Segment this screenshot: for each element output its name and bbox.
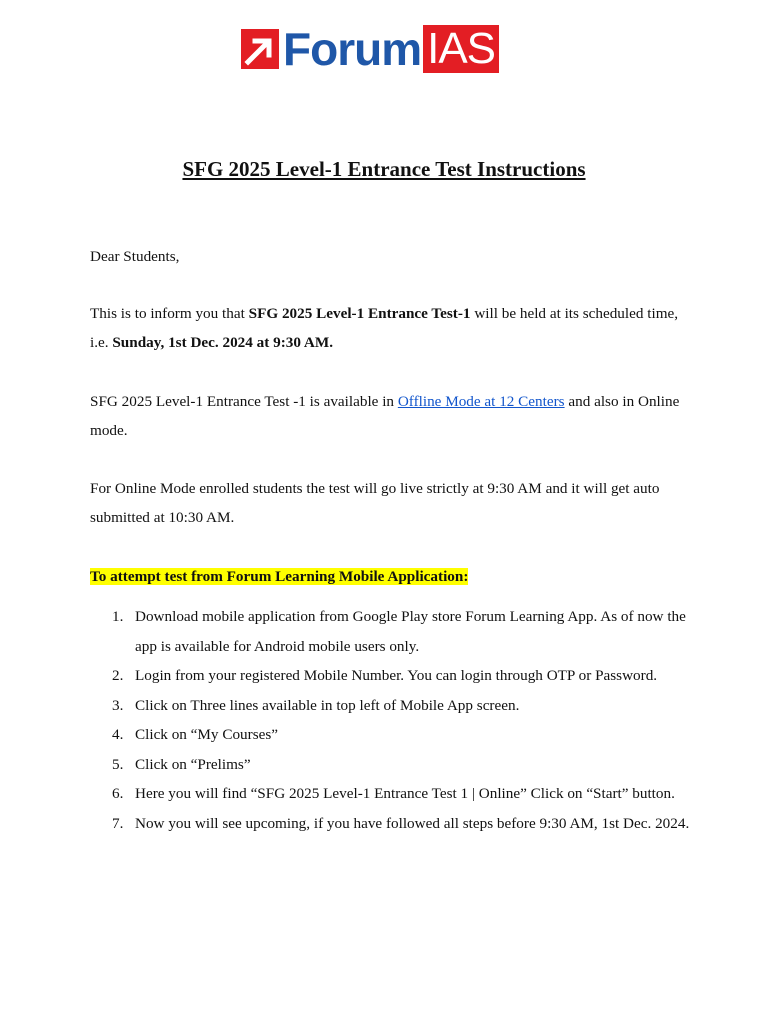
list-item: [90, 779, 690, 809]
paragraph-bold-test-name: SFG 2025 Level-1 Entrance Test-1: [248, 305, 471, 322]
offline-centers-link[interactable]: Offline Mode at 12 Centers: [397, 393, 565, 410]
list-item: [90, 691, 690, 721]
steps-list: [90, 602, 690, 838]
list-item: [90, 602, 690, 661]
list-item-number: 1.: [112, 608, 124, 625]
list-item-text: Click on “Prelims”: [135, 755, 251, 773]
forumias-logo: [241, 25, 499, 73]
section-heading: [90, 562, 690, 591]
list-item-number: 6.: [112, 785, 124, 802]
page-title: SFG 2025 Level-1 Entrance Test Instructions: [182, 157, 586, 181]
paragraph-text: SFG 2025 Level-1 Entrance Test -1 is available in: [90, 393, 398, 410]
highlighted-heading: To attempt test from Forum Learning Mobile Application:: [90, 568, 469, 585]
paragraph-online-timing: For Online Mode enrolled students the test will go live strictly at 9:30 AM and it will get auto submitted at 10:30 AM.: [90, 480, 660, 526]
paragraph-modes: [90, 387, 690, 445]
list-item-text: Click on “My Courses”: [135, 726, 278, 743]
list-item-number: 7.: [112, 814, 124, 832]
paragraph-schedule: [90, 299, 690, 357]
list-item-text: Login from your registered Mobile Number. You can login through OTP or Password.: [135, 667, 658, 684]
paragraph-text: This is to inform you that: [90, 305, 249, 322]
list-item-text: Click on Three lines available in top left of Mobile App screen.: [135, 696, 520, 714]
greeting: Dear Students,: [90, 248, 180, 265]
list-item-number: 5.: [112, 755, 124, 773]
paragraph-text: and also in Online mode.: [90, 393, 680, 439]
logo-box-text: IAS: [423, 25, 499, 73]
list-item-number: 4.: [112, 726, 124, 743]
logo-word: Forum: [283, 23, 422, 75]
arrow-up-right-icon: [241, 29, 279, 69]
list-item-number: 2.: [112, 667, 124, 684]
list-item-text: Here you will find “SFG 2025 Level-1 Entrance Test 1 | Online” Click on “Start” button.: [135, 785, 675, 802]
list-item-number: 3.: [112, 696, 124, 714]
paragraph-bold-date: Sunday, 1st Dec. 2024 at 9:30 AM.: [112, 334, 334, 351]
paragraph-text: will be held at its scheduled time, i.e.: [90, 305, 679, 351]
list-item-text: Download mobile application from Google Play store Forum Learning App. As of now the app is available for Android mobile users only.: [135, 608, 686, 655]
list-item: [90, 809, 690, 839]
list-item: [90, 750, 690, 780]
list-item: [90, 661, 690, 691]
list-item-text: Now you will see upcoming, if you have followed all steps before 9:30 AM, 1st Dec. 2024.: [135, 814, 690, 832]
list-item: [90, 720, 690, 750]
